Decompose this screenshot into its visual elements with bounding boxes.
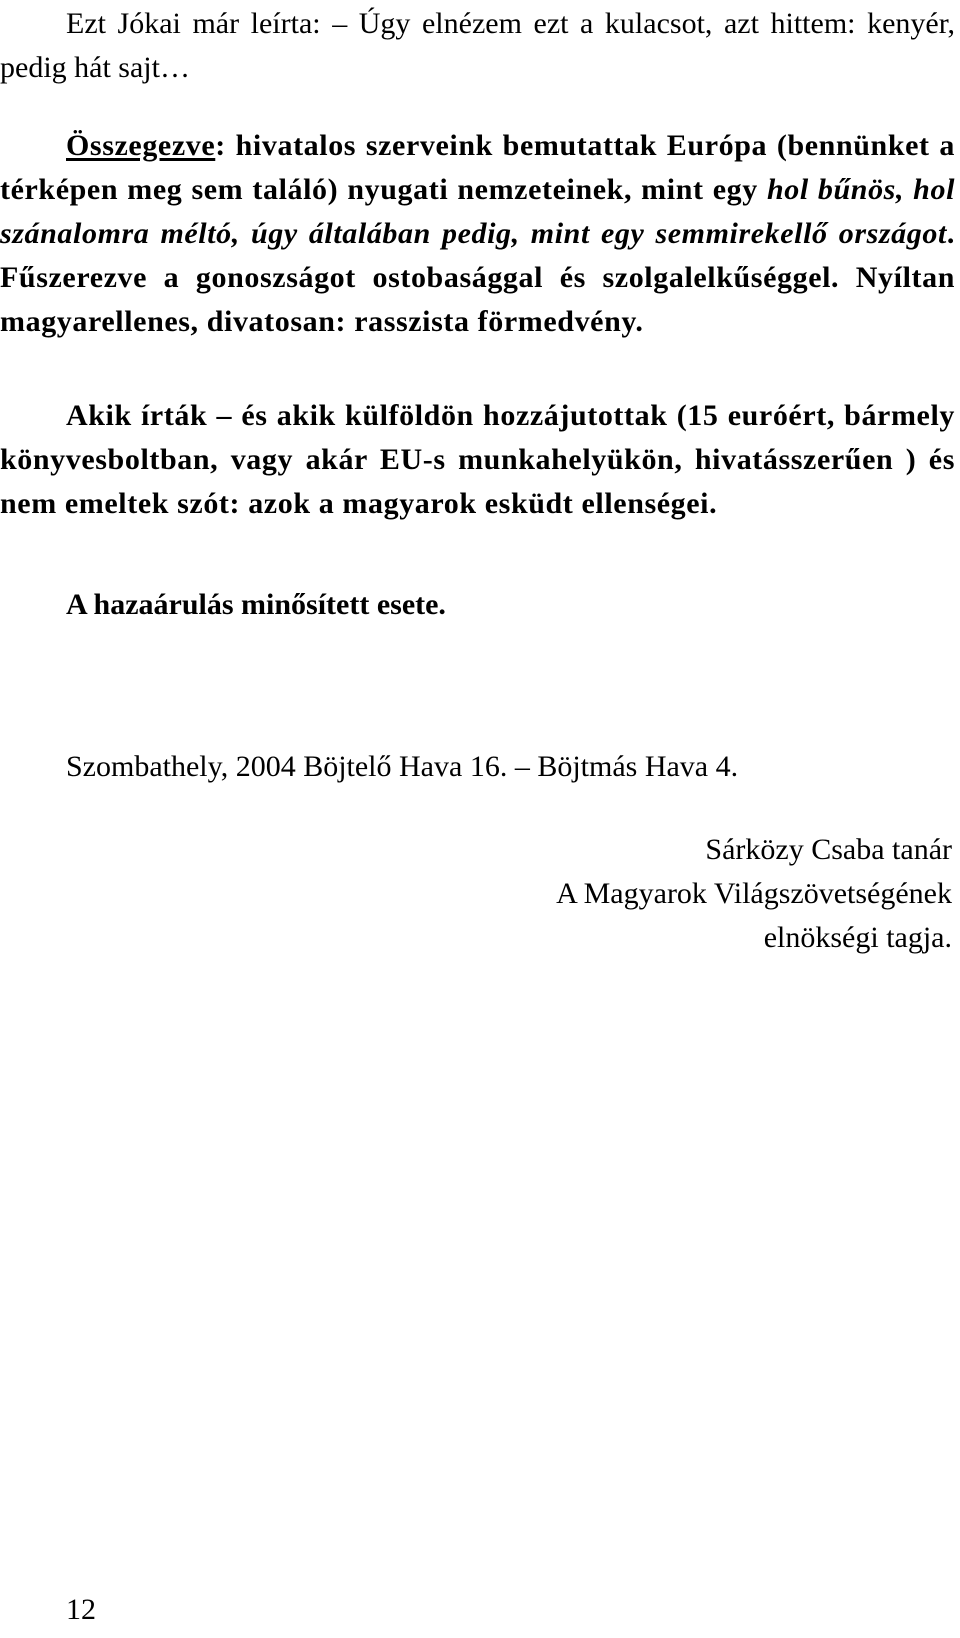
summary-lead-word: Összegezve: [66, 129, 216, 162]
summary-italic-phrase: hol bűnös, hol szánalomra méltó, úgy általában pedig, mint egy semmirekellő országot: [0, 173, 955, 250]
summary-text-part2: . Fűszerezve a gonoszságot ostobasággal és szolgalelkűséggel. Nyíltan magyarellenes, divatosan: rasszista förmedvény.: [0, 217, 955, 338]
signature-role: elnökségi tagja.: [763, 921, 952, 954]
paragraph-summary: [0, 124, 955, 344]
paragraph-jokai-quote: Ezt Jókai már leírta: – Úgy elnézem ezt a kulacsot, azt hittem: kenyér, pedig hát sajt…: [0, 7, 955, 84]
signature-block: [556, 828, 952, 960]
place-and-date: Szombathely, 2004 Böjtelő Hava 16. – Böjtmás Hava 4.: [66, 750, 739, 783]
summary-text-part1: : hivatalos szerveink bemutattak Európa (bennünket a térképen meg sem találó) nyugati nemzeteinek, mint egy: [0, 129, 955, 206]
treason-heading: A hazaárulás minősített esete.: [66, 588, 446, 621]
signature-organization: A Magyarok Világszövetségének: [556, 877, 952, 910]
page-number: 12: [66, 1593, 96, 1626]
signature-name: Sárközy Csaba tanár: [705, 833, 952, 866]
paragraph-authors: Akik írták – és akik külföldön hozzájutottak (15 euróért, bármely könyvesboltban, vagy akár EU-s munkahelyükön, hivatásszerűen ) és nem emeltek szót: azok a magyarok esküdt ellenségei.: [0, 399, 955, 520]
